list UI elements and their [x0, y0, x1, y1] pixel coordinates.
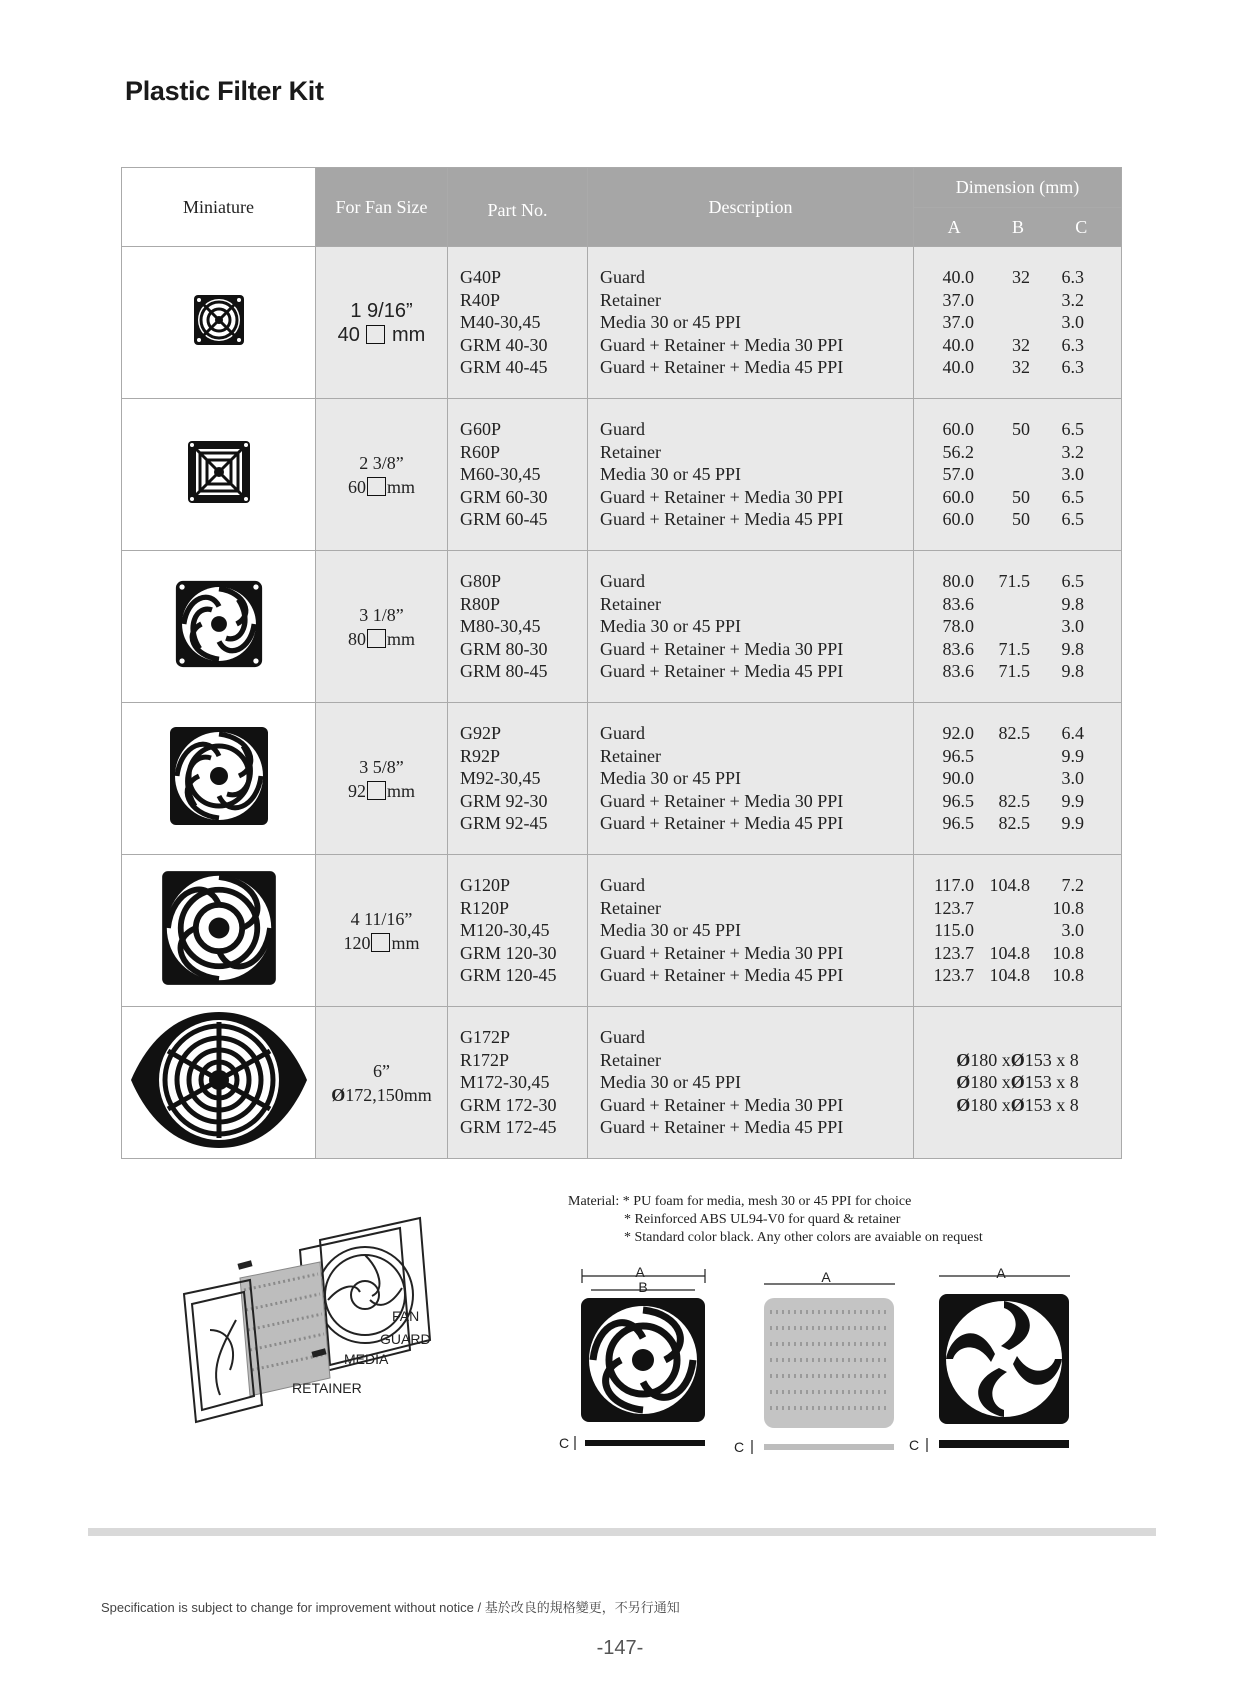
part-no: G172P	[460, 1027, 511, 1048]
fan-size-inch: 3 5/8”	[359, 756, 404, 777]
footer-note: Specification is subject to change for improvement without notice / 基於改良的規格變更，不另行通知	[101, 1600, 680, 1615]
fan-size-mm: 60 mm	[347, 476, 415, 497]
part-no: M60-30,45	[460, 464, 541, 485]
dimension-line: 90.0 3.0	[942, 768, 1084, 789]
miniature-cell	[122, 247, 316, 399]
part-no: GRM 120-30	[460, 942, 557, 963]
part-no: G80P	[460, 571, 502, 592]
dimension-diameter: Ø180 xØ153 x 8	[956, 1072, 1079, 1093]
part-no: GRM 172-30	[460, 1094, 557, 1115]
description: Retainer	[600, 593, 661, 614]
part-no: GRM 80-45	[460, 661, 548, 682]
header-description: Description	[588, 168, 914, 247]
description: Guard + Retainer + Media 30 PPI	[600, 334, 844, 355]
square-icon	[371, 933, 390, 952]
description-cell	[588, 855, 914, 1007]
material-line: Material: * PU foam for media, mesh 30 or 45 PPI for choice	[568, 1194, 912, 1209]
part-no: GRM 120-45	[460, 965, 557, 986]
header-miniature: Miniature	[122, 168, 316, 247]
page-number: -147-	[596, 1637, 644, 1659]
description-cell	[588, 703, 914, 855]
part-no: GRM 80-30	[460, 638, 548, 659]
header-b: B	[1011, 216, 1024, 237]
dimension-line: 56.2 3.2	[942, 441, 1084, 462]
fan-size-mm: 92 mm	[347, 780, 415, 801]
fan-size-cell	[316, 551, 448, 703]
header-a: A	[947, 216, 961, 237]
description: Guard	[600, 419, 645, 440]
part-no: G92P	[460, 723, 502, 744]
guard-60-icon	[187, 440, 251, 504]
description: Guard + Retainer + Media 30 PPI	[600, 638, 844, 659]
dimension-line: 40.0 32 6.3	[942, 334, 1084, 355]
guard-120-icon	[161, 870, 277, 986]
guard-profile	[585, 1440, 705, 1446]
square-icon	[366, 325, 385, 344]
description: Guard + Retainer + Media 45 PPI	[600, 357, 844, 378]
dimension-line: 40.0 32 6.3	[942, 357, 1084, 378]
part-no: R80P	[460, 593, 501, 614]
dimension-line: 57.0 3.0	[942, 464, 1084, 485]
part-no-cell	[448, 551, 588, 703]
diameter-icon: Ø	[331, 1084, 346, 1105]
description: Guard	[600, 1027, 645, 1048]
material-notes	[568, 1193, 983, 1247]
dimension-line: 83.6 9.8	[942, 593, 1084, 614]
fan-size-inch: 6”	[373, 1060, 390, 1081]
exploded-assembly-diagram	[180, 1200, 480, 1460]
part-no-cell	[448, 247, 588, 399]
media-illustration	[240, 1262, 330, 1396]
header-abc	[914, 208, 1122, 247]
dim-label-a: A	[821, 1269, 831, 1285]
fan-size-mm: 80 mm	[347, 628, 415, 649]
dimension-line: 123.7 10.8	[933, 897, 1084, 918]
dimension-line: 83.6 71.5 9.8	[942, 638, 1084, 659]
part-no: GRM 60-45	[460, 509, 548, 530]
dimension-line: 37.0 3.0	[942, 312, 1084, 333]
table-row	[122, 551, 1122, 703]
retainer-dimension-diagram	[905, 1262, 1080, 1462]
fan-size-cell	[316, 703, 448, 855]
part-no: R60P	[460, 441, 501, 462]
part-no: GRM 40-45	[460, 357, 548, 378]
dim-label-a: A	[996, 1265, 1006, 1281]
footer-divider	[88, 1528, 1156, 1536]
description: Guard	[600, 267, 645, 288]
part-no: R120P	[460, 897, 510, 918]
fan-size-mm: 120 mm	[343, 932, 420, 953]
description: Media 30 or 45 PPI	[600, 312, 741, 333]
part-no: GRM 92-30	[460, 790, 548, 811]
dimension-line: 37.0 3.2	[942, 289, 1084, 310]
table-row	[122, 399, 1122, 551]
part-no: M40-30,45	[460, 312, 541, 333]
fan-size-mm: 40 mm	[337, 323, 426, 346]
media-dimension-diagram	[730, 1262, 905, 1462]
page-title: Plastic Filter Kit	[125, 76, 324, 106]
dimension-line: 78.0 3.0	[942, 616, 1084, 637]
label-media: MEDIA	[344, 1351, 389, 1367]
fan-size-cell	[316, 855, 448, 1007]
table-row	[122, 247, 1122, 399]
part-no: M80-30,45	[460, 616, 541, 637]
fan-size-inch: 4 11/16”	[350, 908, 413, 929]
description: Guard	[600, 875, 645, 896]
description: Retainer	[600, 1049, 661, 1070]
description: Media 30 or 45 PPI	[600, 616, 741, 637]
dimension-diameter: Ø180 xØ153 x 8	[956, 1094, 1079, 1115]
dimension-cell	[914, 703, 1122, 855]
description: Guard	[600, 571, 645, 592]
part-no: R92P	[460, 745, 501, 766]
dim-label-c: C	[734, 1439, 745, 1455]
fan-size-mm: Ø172,150mm	[331, 1084, 432, 1105]
dimension-line: 83.6 71.5 9.8	[942, 661, 1084, 682]
miniature-cell	[122, 1007, 316, 1159]
square-icon	[367, 629, 386, 648]
description: Guard + Retainer + Media 45 PPI	[600, 509, 844, 530]
dim-label-a: A	[635, 1264, 645, 1280]
part-no: R172P	[460, 1049, 510, 1070]
fan-size-inch: 1 9/16”	[350, 299, 413, 322]
dimension-line: 96.5 82.5 9.9	[942, 790, 1084, 811]
header-dimension: Dimension (mm)	[914, 168, 1122, 208]
description: Guard + Retainer + Media 30 PPI	[600, 486, 844, 507]
spec-table	[121, 167, 1122, 1159]
guard-dimension-diagram	[545, 1262, 725, 1462]
header-fan-size: For Fan Size	[316, 168, 448, 247]
part-no: GRM 172-45	[460, 1117, 557, 1138]
guard-80-icon	[175, 580, 263, 668]
description: Retainer	[600, 441, 661, 462]
part-no: GRM 60-30	[460, 486, 548, 507]
dimension-diameter: Ø180 xØ153 x 8	[956, 1049, 1079, 1070]
miniature-cell	[122, 399, 316, 551]
fan-size-cell	[316, 247, 448, 399]
dimension-cell	[914, 855, 1122, 1007]
guard-92-icon	[169, 726, 269, 826]
dimension-line: 117.0 104.8 7.2	[934, 875, 1084, 896]
part-no: M92-30,45	[460, 768, 541, 789]
miniature-cell	[122, 703, 316, 855]
dimension-line: 96.5 9.9	[942, 745, 1084, 766]
description: Media 30 or 45 PPI	[600, 464, 741, 485]
table-row	[122, 855, 1122, 1007]
description: Guard + Retainer + Media 30 PPI	[600, 790, 844, 811]
part-no: M172-30,45	[460, 1072, 550, 1093]
dim-label-b: B	[638, 1279, 648, 1295]
fan-size-cell	[316, 399, 448, 551]
dimension-line: 92.0 82.5 6.4	[942, 723, 1084, 744]
square-icon	[367, 477, 386, 496]
header-c: C	[1075, 216, 1088, 237]
description: Media 30 or 45 PPI	[600, 1072, 741, 1093]
dimension-cell	[914, 1007, 1122, 1159]
part-no-cell	[448, 703, 588, 855]
guard-172-icon	[129, 1010, 309, 1150]
dimension-line: 115.0 3.0	[934, 920, 1084, 941]
label-retainer: RETAINER	[292, 1380, 362, 1396]
fan-size-cell	[316, 1007, 448, 1159]
part-no-cell	[448, 855, 588, 1007]
description: Media 30 or 45 PPI	[600, 920, 741, 941]
dim-label-c: C	[559, 1435, 570, 1451]
header-part-no: Part No.	[448, 168, 588, 247]
description: Retainer	[600, 745, 661, 766]
material-line: * Reinforced ABS UL94-V0 for quard & retainer	[624, 1212, 901, 1227]
miniature-cell	[122, 551, 316, 703]
part-no: M120-30,45	[460, 920, 550, 941]
dimension-line: 60.0 50 6.5	[942, 419, 1084, 440]
part-no-cell	[448, 1007, 588, 1159]
dimension-line: 40.0 32 6.3	[942, 267, 1084, 288]
part-no: G120P	[460, 875, 511, 896]
part-no: GRM 40-30	[460, 334, 548, 355]
description-cell	[588, 399, 914, 551]
table-row	[122, 703, 1122, 855]
retainer-profile	[939, 1440, 1069, 1448]
description: Guard + Retainer + Media 45 PPI	[600, 1117, 844, 1138]
description: Retainer	[600, 289, 661, 310]
dim-label-c: C	[909, 1437, 920, 1453]
description: Media 30 or 45 PPI	[600, 768, 741, 789]
dimension-line: 60.0 50 6.5	[942, 486, 1084, 507]
media-profile	[764, 1444, 894, 1450]
label-guard: GUARD	[380, 1331, 431, 1347]
description: Guard	[600, 723, 645, 744]
part-no: G40P	[460, 267, 502, 288]
table-row	[122, 1007, 1122, 1159]
part-no: G60P	[460, 419, 502, 440]
guard-40-icon	[193, 294, 245, 346]
material-line: * Standard color black. Any other colors are avaiable on request	[624, 1230, 983, 1245]
description-cell	[588, 247, 914, 399]
part-no: R40P	[460, 289, 501, 310]
miniature-cell	[122, 855, 316, 1007]
description: Guard + Retainer + Media 45 PPI	[600, 965, 844, 986]
description: Guard + Retainer + Media 45 PPI	[600, 813, 844, 834]
description: Guard + Retainer + Media 30 PPI	[600, 1094, 844, 1115]
dimension-line: 123.7 104.8 10.8	[933, 942, 1084, 963]
fan-size-inch: 2 3/8”	[359, 452, 404, 473]
part-no-cell	[448, 399, 588, 551]
dimension-line: 96.5 82.5 9.9	[942, 813, 1084, 834]
label-fan: FAN	[392, 1308, 420, 1324]
description-cell	[588, 551, 914, 703]
part-no: GRM 92-45	[460, 813, 548, 834]
description: Guard + Retainer + Media 30 PPI	[600, 942, 844, 963]
dimension-cell	[914, 551, 1122, 703]
description: Guard + Retainer + Media 45 PPI	[600, 661, 844, 682]
dimension-line: 123.7 104.8 10.8	[933, 965, 1084, 986]
dimension-cell	[914, 247, 1122, 399]
dimension-line: 80.0 71.5 6.5	[942, 571, 1084, 592]
description: Retainer	[600, 897, 661, 918]
description-cell	[588, 1007, 914, 1159]
fan-size-inch: 3 1/8”	[359, 604, 404, 625]
square-icon	[367, 781, 386, 800]
dimension-cell	[914, 399, 1122, 551]
dimension-line: 60.0 50 6.5	[942, 509, 1084, 530]
